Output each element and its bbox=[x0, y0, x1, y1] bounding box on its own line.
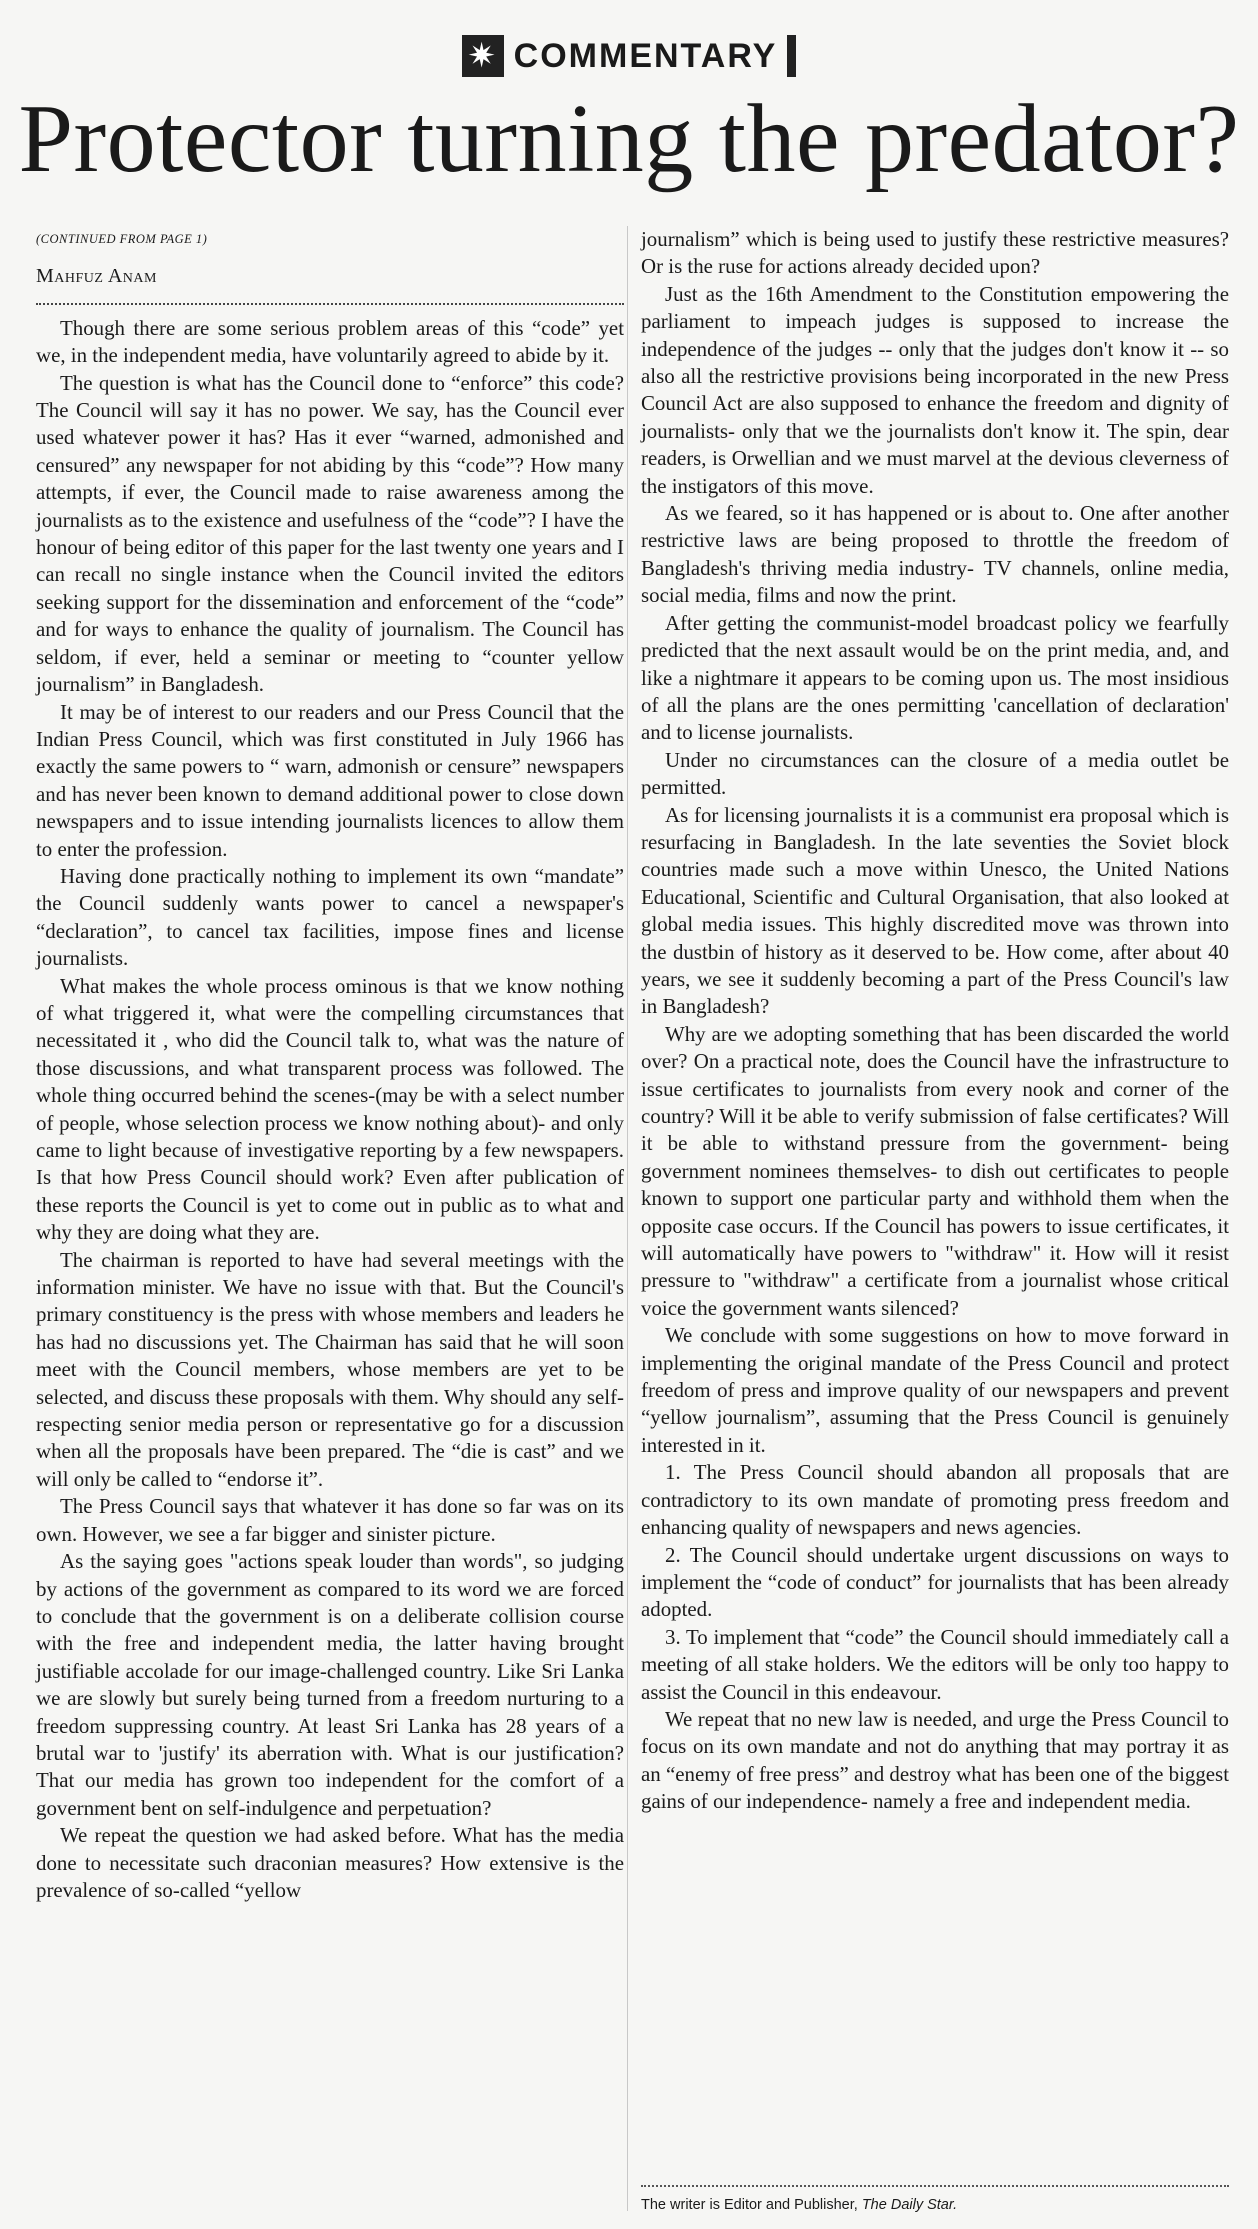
byline-divider bbox=[36, 299, 624, 305]
paragraph: journalism” which is being used to justify these restrictive measures? Or is the ruse for actions already decided upon? bbox=[641, 227, 1229, 279]
paragraph: We conclude with some suggestions on how to move forward in implementing the original mandate of the Press Council and protect freedom of press and improve quality of our newspapers and prevent “yellow journalism”, assuming that the Press Council is genuinely interested in it. bbox=[641, 1323, 1229, 1457]
paragraph: As for licensing journalists it is a communist era proposal which is resurfacing in Bangladesh. In the late seventies the Soviet block countries made such a move within Unesco, the United Nations Educational, Scientific and Cultural Organisation, that also looked at global media issues. This highly discredited move was thrown into the dustbin of history as it deserved to be. How come, after about 40 years, we see it suddenly becoming a part of the Press Council's law in Bangladesh? bbox=[641, 802, 1229, 1019]
paragraph: We repeat that no new law is needed, and urge the Press Council to focus on its own mandate and not do anything that may portray it as an “enemy of free press” and destroy what has been one of the biggest gains of our independence- namely a free and independent media. bbox=[641, 1706, 1229, 1814]
right-column bbox=[641, 226, 1229, 1816]
paragraph: 1. The Press Council should abandon all proposals that are contradictory to its own mandate of promoting press freedom and enhancing quality of newspapers and news agencies. bbox=[641, 1460, 1229, 1540]
footnote-publication: The Daily Star. bbox=[861, 2197, 958, 2213]
paragraph: It may be of interest to our readers and our Press Council that the Indian Press Council, which was first constituted in July 1966 has exactly the same powers to “ warn, admonish or censure” newspapers and has never been known to demand additional power to close down newspapers and to issue intending journalists licences to allow them to enter the profession. bbox=[36, 699, 624, 861]
paragraph: 3. To implement that “code” the Council should immediately call a meeting of all stake holders. We the editors will be only too happy to assist the Council in this endeavour. bbox=[641, 1624, 1229, 1704]
headline: Protector turning the predator? bbox=[18, 85, 1240, 193]
footnote-divider bbox=[641, 2185, 1229, 2187]
paragraph: After getting the communist-model broadcast policy we fearfully predicted that the next assault would be on the print media, and, and like a nightmare it appears to be coming upon us. The most insidious of all the plans are the ones permitting 'cancellation of declaration' and to license journalists. bbox=[641, 610, 1229, 745]
paragraph: Under no circumstances can the closure of a media outlet be permitted. bbox=[641, 747, 1229, 800]
footnote-block bbox=[641, 2185, 1229, 2213]
section-kicker bbox=[462, 35, 797, 77]
paragraph: Though there are some serious problem areas of this “code” yet we, in the independent media, have voluntarily agreed to abide by it. bbox=[36, 315, 624, 368]
section-header bbox=[0, 35, 1258, 77]
kicker-bar bbox=[787, 35, 796, 77]
paragraph: 2. The Council should undertake urgent discussions on ways to implement the “code of conduct” for journalists that has been already adopted. bbox=[641, 1542, 1229, 1622]
section-label: COMMENTARY bbox=[513, 36, 778, 75]
paragraph: As we feared, so it has happened or is about to. One after another restrictive laws are being proposed to throttle the freedom of Bangladesh's thriving media industry- TV channels, online media, social media, films and now the print. bbox=[641, 501, 1229, 608]
star-burst-icon: ✷ bbox=[462, 35, 504, 77]
footnote-prefix: The writer is Editor and Publisher, bbox=[641, 2197, 862, 2213]
paragraph: Why are we adopting something that has been discarded the world over? On a practical note, does the Council have the infrastructure to issue certificates to journalists from every nook and corner of the country? Will it be able to verify submission of false certificates? Will it be able to withstand pressure from the government- being government nominees themselves- to dish out certificates to people known to support one particular party and withhold them when the opposite case occurs. If the Council has powers to issue certificates, it will automatically have powers to "withdraw" it. How will it resist pressure to "withdraw" a certificate from a journalist whose critical voice the government wants silenced? bbox=[641, 1021, 1229, 1320]
footnote bbox=[641, 2197, 1229, 2213]
byline: Mahfuz Anam bbox=[36, 265, 157, 288]
paragraph: As the saying goes "actions speak louder than words", so judging by actions of the government as compared to its word we are forced to conclude that the government is on a deliberate collision course with the free and independent media, the latter having brought justifiable accolade for our image-challenged country. Like Sri Lanka we are slowly but surely being turned from a freedom nurturing to a freedom suppressing country. At least Sri Lanka has 28 years of a brutal war to 'justify' its aberration with. What is our justification? That our media has grown too independent for the comfort of a government bent on self-indulgence and perpetuation? bbox=[36, 1549, 624, 1820]
paragraph: We repeat the question we had asked before. What has the media done to necessitate such draconian measures? How extensive is the prevalence of so-called “yellow bbox=[36, 1823, 624, 1902]
right-body bbox=[641, 226, 1229, 1816]
column-divider bbox=[627, 226, 628, 2211]
paragraph: What makes the whole process ominous is that we know nothing of what triggered it, what were the compelling circumstances that necessitated it , who did the Council talk to, what was the nature of those discussions, and what transparent process was followed. The whole thing occurred behind the scenes-(may be with a select number of people, whose selection process we know nothing about)- and only came to light because of investigative reporting by a few newspapers. Is that how Press Council should work? Even after publication of these reports the Council is yet to come out in public as to what and why they are doing what they are. bbox=[36, 973, 624, 1245]
paragraph: The question is what has the Council done to “enforce” this code? The Council will say it has no power. We say, has the Council ever used whatever power it has? Has it ever “warned, admonished and censured” any newspaper for not abiding by this “code”? How many attempts, if ever, the Council made to raise awareness among the journalists as to the existence and usefulness of the “code”? I have the honour of being editor of this paper for the last twenty one years and I can recall no single instance when the Council invited the editors seeking support for the dissemination and enforcement of the “code” and for ways to enhance the quality of journalism. The Council has seldom, if ever, held a seminar or meeting to “counter yellow journalism” in Bangladesh. bbox=[36, 370, 624, 697]
paragraph: The chairman is reported to have had several meetings with the information minister. We have no issue with that. But the Council's primary constituency is the press with whose members and leaders he has had no discussions yet. The Chairman has said that he will soon meet with the Council members, whose members are yet to be selected, and discuss these proposals with them. Why should any self-respecting senior media person or representative go for a discussion when all the proposals have been prepared. The “die is cast” and we will only be called to “endorse it”. bbox=[36, 1247, 624, 1491]
paragraph: Just as the 16th Amendment to the Constitution empowering the parliament to impeach judges is supposed to increase the independence of the judges -- only that the judges don't know it -- so also all the restrictive provisions being incorporated in the new Press Council Act are also supposed to enhance the freedom and dignity of journalists- only that we the journalists don't know it. The spin, dear readers, is Orwellian and we must marvel at the devious cleverness of the instigators of this move. bbox=[641, 281, 1229, 498]
paragraph: The Press Council says that whatever it has done so far was on its own. However, we see a far bigger and sinister picture. bbox=[36, 1494, 624, 1546]
left-column bbox=[36, 226, 624, 1904]
left-body bbox=[36, 315, 624, 1905]
continued-note: (CONTINUED FROM PAGE 1) bbox=[36, 232, 208, 246]
paragraph: Having done practically nothing to implement its own “mandate” the Council suddenly wants power to cancel a newspaper's “declaration”, to cancel tax facilities, impose fines and license journalists. bbox=[36, 863, 624, 971]
